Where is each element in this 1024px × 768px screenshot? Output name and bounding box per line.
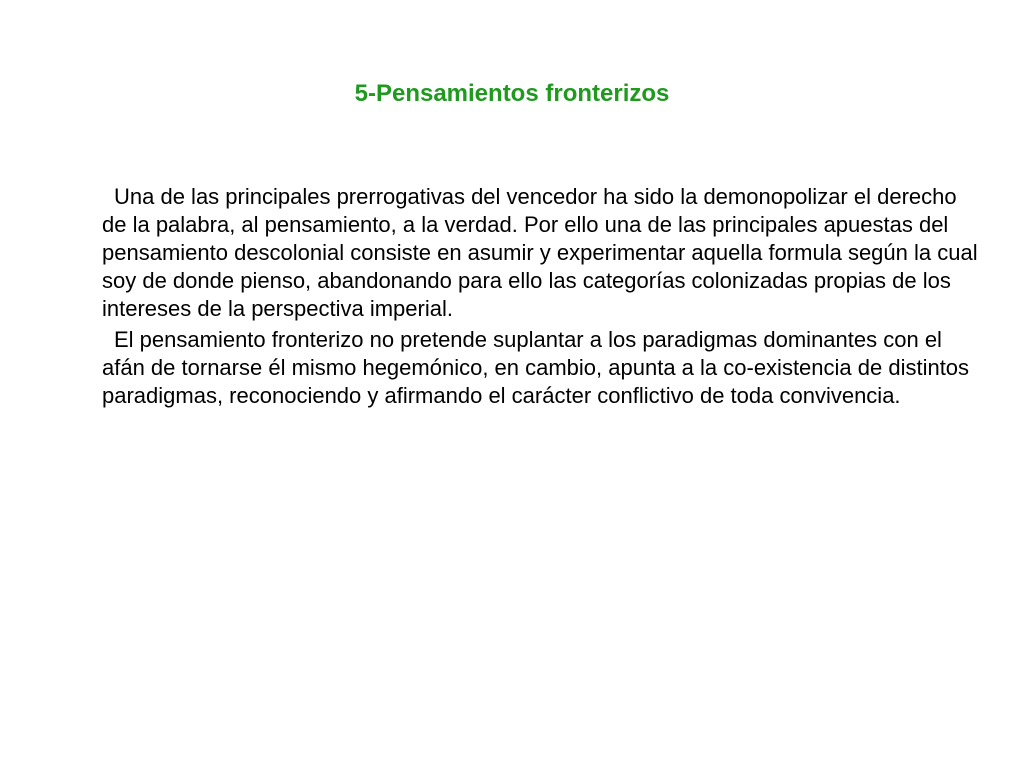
slide-body [100,183,980,413]
paragraph-2 [100,326,980,410]
slide-title: 5-Pensamientos fronterizos [354,80,670,107]
paragraph-1 [100,183,980,323]
paragraph-2-text: El pensamiento fronterizo no pretende suplantar a los paradigmas dominantes con el afán de tornarse él mismo hegemónico, en cambio, apunta a la co-existencia de distintos paradigmas, reconociendo y afirmando el carácter conflictivo de toda convivencia. [102,327,970,408]
paragraph-1-text: Una de las principales prerrogativas del vencedor ha sido la demonopolizar el derecho de la palabra, al pensamiento, a la verdad. Por ello una de las principales apuestas del pensamiento descolonial consiste en asumir y experimentar aquella formula según la cual soy de donde pienso, abandonando para ello las categorías colonizadas propias de los intereses de la perspectiva imperial. [102,184,978,321]
